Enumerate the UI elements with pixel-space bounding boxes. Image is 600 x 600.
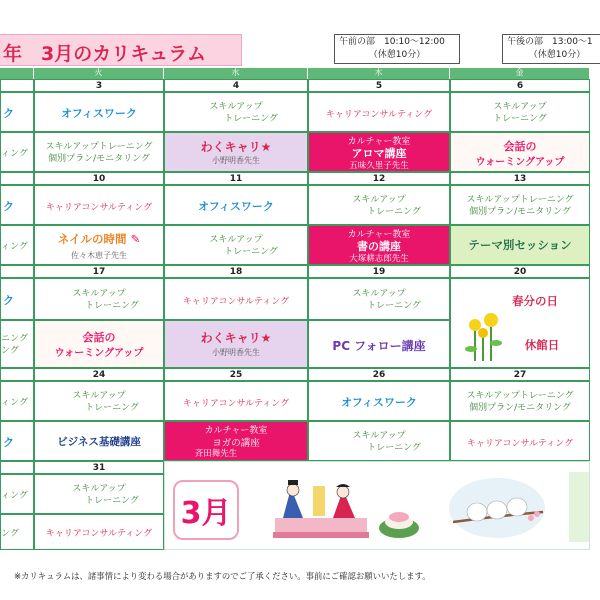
activity-label: カルチャー教室 bbox=[347, 137, 411, 147]
date-cell: 5 bbox=[308, 79, 450, 92]
date-cell bbox=[0, 368, 34, 381]
schedule-cell bbox=[0, 381, 34, 421]
activity-label: スキルアップ bbox=[72, 289, 126, 299]
activity-label: ィング bbox=[1, 398, 28, 408]
activity-label: オフィスワーク bbox=[61, 107, 137, 120]
activity-label: わくキャリ★ bbox=[200, 140, 272, 154]
schedule-cell bbox=[34, 381, 164, 421]
date-cell: 25 bbox=[164, 368, 308, 381]
schedule-cell bbox=[450, 185, 590, 225]
activity-label: ィング bbox=[1, 149, 28, 159]
am-session-break: （休憩10分） bbox=[368, 50, 426, 60]
instructor-name: 五味久里子先生 bbox=[349, 161, 409, 171]
weekday-fri: 金 bbox=[450, 68, 590, 79]
date-cell: 6 bbox=[450, 79, 590, 92]
instructor-name: 小野明香先生 bbox=[212, 348, 260, 357]
activity-sublabel: 個別プラン/モニタリング bbox=[469, 207, 571, 217]
activity-label: スキルアップ bbox=[493, 102, 547, 112]
schedule-cell bbox=[308, 185, 450, 225]
activity-label: スキルアップ bbox=[72, 391, 126, 401]
activity-label: カルチャー教室 bbox=[347, 230, 411, 240]
holiday-cell bbox=[450, 278, 590, 368]
activity-label: スキルアップトレーニング bbox=[466, 391, 574, 401]
schedule-cell bbox=[164, 92, 308, 132]
activity-label: キャリアコンサルティング bbox=[45, 529, 153, 539]
activity-sublabel: トレーニング bbox=[224, 114, 278, 124]
activity-label: わくキャリ★ bbox=[200, 331, 272, 345]
activity-sublabel: アロマ講座 bbox=[351, 147, 407, 160]
schedule-cell bbox=[450, 92, 590, 132]
decoration-panel bbox=[164, 461, 590, 550]
activity-sublabel: 個別プラン/モニタリング bbox=[469, 403, 571, 413]
activity-sublabel: トレーニング bbox=[85, 301, 139, 311]
date-cell bbox=[0, 79, 34, 92]
weekday-wed: 水 bbox=[164, 68, 308, 79]
activity-label: ビジネス基礎講座 bbox=[57, 436, 141, 448]
activity-sublabel: ヨガの講座 bbox=[212, 438, 260, 449]
instructor-name: 佐々木恵子先生 bbox=[71, 251, 127, 260]
date-cell bbox=[0, 172, 34, 185]
schedule-cell bbox=[34, 320, 164, 368]
date-cell: 17 bbox=[34, 265, 164, 278]
activity-sublabel: ウォーミングアップ bbox=[475, 157, 565, 168]
date-cell bbox=[0, 461, 34, 474]
hina-dolls-icon bbox=[273, 478, 369, 542]
page-title: 年 3月のカリキュラム bbox=[3, 43, 207, 65]
schedule-cell bbox=[450, 132, 590, 172]
activity-sublabel: トレーニング bbox=[367, 443, 421, 453]
schedule-cell bbox=[164, 225, 308, 265]
activity-label: 会話の bbox=[503, 140, 537, 153]
schedule-cell bbox=[34, 225, 164, 265]
activity-sublabel: トレーニング bbox=[367, 301, 421, 311]
activity-label: キャリアコンサルティング bbox=[466, 439, 574, 449]
activity-label: カルチャー教室 bbox=[204, 426, 268, 436]
activity-label: キャリアコンサルティング bbox=[45, 203, 153, 213]
schedule-cell bbox=[0, 320, 34, 368]
march-badge bbox=[173, 480, 239, 540]
activity-label: キャリアコンサルティング bbox=[325, 110, 433, 120]
date-cell: 18 bbox=[164, 265, 308, 278]
schedule-cell bbox=[0, 278, 34, 320]
activity-label: スキルアップ bbox=[209, 102, 263, 112]
activity-label: スキルアップトレーニング bbox=[466, 195, 574, 205]
schedule-cell bbox=[308, 225, 450, 265]
holiday-label: 春分の日 bbox=[512, 294, 558, 308]
activity-sublabel: ウォーミングアップ bbox=[54, 348, 144, 359]
schedule-cell bbox=[0, 421, 34, 461]
schedule-cell bbox=[0, 474, 34, 514]
activity-label: スキルアップトレーニング bbox=[45, 142, 153, 152]
schedule-cell bbox=[0, 92, 34, 132]
schedule-cell bbox=[34, 421, 164, 461]
schedule-cell bbox=[164, 278, 308, 320]
title-banner bbox=[0, 34, 242, 66]
activity-label: テーマ別セッション bbox=[468, 238, 572, 252]
activity-label: スキルアップ bbox=[352, 431, 406, 441]
date-cell: 12 bbox=[308, 172, 450, 185]
activity-sublabel: トレーニング bbox=[224, 247, 278, 257]
schedule-cell bbox=[0, 514, 34, 550]
activity-label: ク bbox=[3, 294, 14, 307]
schedule-cell bbox=[164, 185, 308, 225]
schedule-cell bbox=[0, 185, 34, 225]
schedule-cell bbox=[308, 92, 450, 132]
schedule-cell bbox=[308, 381, 450, 421]
activity-label: ング bbox=[1, 529, 19, 539]
am-session-label: 午前の部 10:10～12:00 bbox=[339, 37, 445, 47]
schedule-cell bbox=[34, 92, 164, 132]
schedule-cell bbox=[34, 278, 164, 320]
am-session-box bbox=[334, 34, 460, 64]
activity-label bbox=[35, 231, 163, 247]
activity-label: 会話の bbox=[82, 331, 116, 344]
brush-icon: ✎ bbox=[126, 232, 141, 246]
footnote: ※カリキュラムは、諸事情により変わる場合がありますのでご了承ください。事前にご確認お願いいたします。 bbox=[14, 571, 431, 581]
weekday-mon bbox=[0, 68, 34, 79]
closed-label: 休館日 bbox=[524, 338, 560, 352]
schedule-cell bbox=[164, 132, 308, 172]
activity-sublabel: ング bbox=[1, 346, 19, 356]
activity-label: スキルアップ bbox=[209, 235, 263, 245]
activity-sublabel: 個別プラン/モニタリング bbox=[48, 154, 150, 164]
hishimochi-icon bbox=[377, 506, 423, 540]
instructor-name: 小野明香先生 bbox=[212, 156, 260, 165]
schedule-cell bbox=[164, 381, 308, 421]
weekday-tue: 火 bbox=[34, 68, 164, 79]
date-cell: 26 bbox=[308, 368, 450, 381]
activity-label: スキルアップ bbox=[72, 484, 126, 494]
schedule-cell bbox=[450, 225, 590, 265]
date-cell: 19 bbox=[308, 265, 450, 278]
instructor-name: 斉田舞先生 bbox=[194, 449, 238, 459]
activity-sublabel: トレーニング bbox=[85, 496, 139, 506]
schedule-cell bbox=[164, 320, 308, 368]
activity-label: ク bbox=[3, 200, 14, 213]
date-cell: 27 bbox=[450, 368, 590, 381]
date-cell: 4 bbox=[164, 79, 308, 92]
activity-label: PC フォロー講座 bbox=[332, 339, 426, 353]
activity-label: ニング bbox=[1, 334, 28, 344]
pm-session-box bbox=[502, 34, 600, 64]
date-cell bbox=[0, 265, 34, 278]
date-cell: 11 bbox=[164, 172, 308, 185]
schedule-cell bbox=[164, 421, 308, 461]
schedule-cell bbox=[34, 132, 164, 172]
pm-session-label: 午後の部 13:00～1 bbox=[507, 37, 593, 47]
activity-sublabel: トレーニング bbox=[493, 114, 547, 124]
activity-label: ク bbox=[3, 107, 14, 120]
schedule-cell bbox=[450, 381, 590, 421]
activity-sublabel: トレーニング bbox=[85, 403, 139, 413]
schedule-cell bbox=[0, 225, 34, 265]
activity-label: スキルアップ bbox=[352, 195, 406, 205]
pm-session-break: （休憩10分） bbox=[528, 50, 586, 60]
schedule-cell bbox=[308, 132, 450, 172]
activity-label: ィング bbox=[1, 491, 28, 501]
date-cell: 13 bbox=[450, 172, 590, 185]
decoration-edge-panel bbox=[569, 472, 590, 542]
weekday-thu: 木 bbox=[308, 68, 450, 79]
activity-label: オフィスワーク bbox=[341, 396, 417, 409]
instructor-name: 大塚耕志郎先生 bbox=[349, 254, 409, 264]
activity-label: スキルアップ bbox=[352, 289, 406, 299]
activity-label: キャリアコンサルティング bbox=[182, 399, 290, 409]
activity-label: ィング bbox=[1, 242, 28, 252]
activity-sublabel: トレーニング bbox=[367, 207, 421, 217]
schedule-cell bbox=[308, 320, 450, 368]
date-cell: 24 bbox=[34, 368, 164, 381]
schedule-cell bbox=[308, 421, 450, 461]
schedule-cell bbox=[0, 132, 34, 172]
march-label: 3月 bbox=[180, 496, 232, 531]
schedule-cell bbox=[450, 421, 590, 461]
rapeseed-flower-icon bbox=[461, 313, 507, 363]
date-cell: 20 bbox=[450, 265, 590, 278]
activity-label: キャリアコンサルティング bbox=[182, 297, 290, 307]
activity-label: ク bbox=[3, 436, 14, 449]
schedule-cell bbox=[308, 278, 450, 320]
schedule-cell bbox=[34, 514, 164, 550]
schedule-cell bbox=[34, 185, 164, 225]
schedule-cell bbox=[34, 474, 164, 514]
date-cell: 31 bbox=[34, 461, 164, 474]
activity-label: オフィスワーク bbox=[198, 200, 274, 213]
date-cell: 10 bbox=[34, 172, 164, 185]
activity-label-text: ネイルの時間 bbox=[57, 232, 127, 246]
birds-on-branch-icon bbox=[447, 476, 547, 540]
activity-sublabel: 書の講座 bbox=[357, 240, 401, 253]
date-cell: 3 bbox=[34, 79, 164, 92]
